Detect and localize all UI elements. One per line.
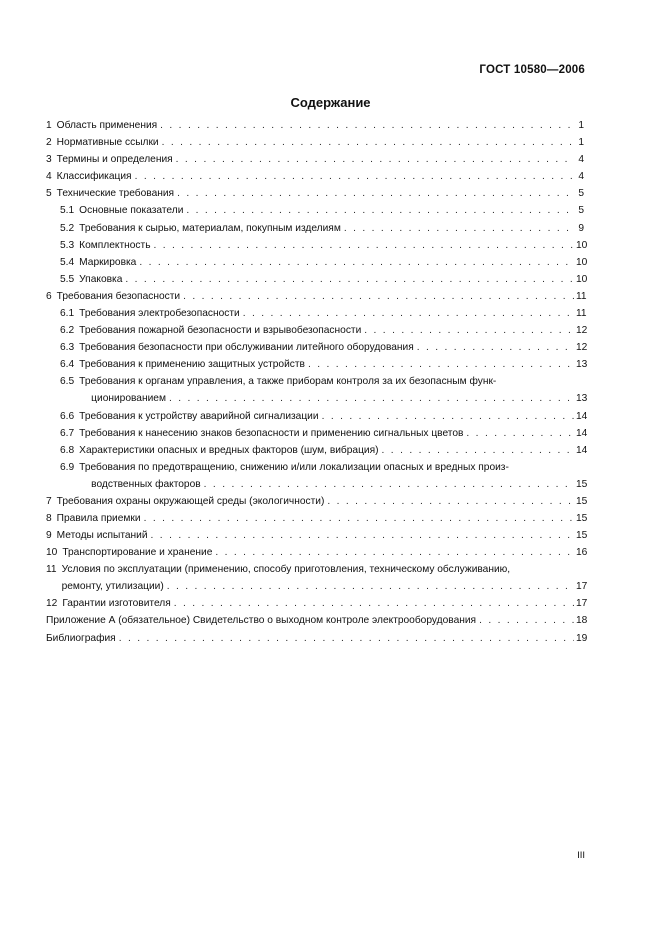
toc-entry-page: 9	[578, 222, 584, 234]
toc-entry-label: Требования безопасности	[56, 290, 181, 302]
toc-entry-number: 6.1	[60, 308, 75, 320]
dot-leader	[215, 546, 574, 559]
dot-leader	[466, 427, 574, 440]
toc-entry-page: 17	[576, 581, 588, 593]
dot-leader	[204, 478, 574, 491]
toc-entry-label: Требования по предотвращению, снижению и/или локализации опасных и вредных произ-	[79, 461, 509, 473]
toc-entry-label: Характеристики опасных и вредных факторов (шум, вибрация)	[79, 444, 379, 456]
dot-leader	[125, 273, 574, 286]
dot-leader	[308, 358, 574, 371]
toc-entry[interactable]	[60, 341, 588, 354]
table-of-contents	[46, 119, 588, 649]
dot-leader	[135, 170, 574, 183]
toc-entry[interactable]	[46, 495, 588, 508]
toc-entry-number: 6.7	[60, 427, 75, 439]
dot-leader	[417, 341, 574, 354]
dot-leader	[162, 136, 574, 149]
dot-leader	[344, 222, 574, 235]
toc-entry-label: Правила приемки	[56, 512, 141, 524]
toc-entry-label: Требования безопасности при обслуживании литейного оборудования	[79, 342, 414, 354]
dot-leader	[364, 324, 574, 337]
toc-entry-number: 6.5	[60, 376, 75, 388]
toc-entry[interactable]	[46, 170, 584, 183]
dot-leader	[174, 597, 574, 610]
toc-entry[interactable]	[60, 427, 588, 440]
document-code: ГОСТ 10580—2006	[479, 64, 585, 76]
toc-entry[interactable]	[60, 375, 588, 405]
toc-entry-label: Требования пожарной безопасности и взрывобезопасности	[79, 325, 362, 337]
toc-entry-label: Термины и определения	[56, 154, 173, 166]
toc-entry-label: Требования к органам управления, а также приборам контроля за их безопасным функ-	[79, 376, 497, 388]
toc-entry-page: 16	[576, 547, 588, 559]
toc-entry-number: 7	[46, 495, 52, 507]
toc-entry-label: Упаковка	[79, 273, 123, 285]
toc-entry-label: Нормативные ссылки	[56, 137, 159, 149]
toc-entry-label-continuation: ционированием	[91, 393, 166, 405]
toc-entry[interactable]	[46, 119, 584, 132]
toc-entry-label-continuation: ремонту, утилизации)	[61, 581, 164, 593]
toc-entry[interactable]	[60, 273, 588, 286]
toc-entry[interactable]	[46, 290, 587, 303]
toc-entry-number: 6.3	[60, 342, 75, 354]
toc-entry[interactable]	[46, 563, 588, 593]
toc-entry-label: Комплектность	[79, 239, 151, 251]
toc-entry-number: 6.6	[60, 410, 75, 422]
dot-leader	[139, 256, 574, 269]
toc-entry-page: 17	[576, 598, 588, 610]
dot-leader	[177, 187, 574, 200]
dot-leader	[151, 529, 574, 542]
toc-entry-page: 15	[576, 512, 588, 524]
toc-entry-label: Технические требования	[56, 188, 175, 200]
toc-entry-number: 5.5	[60, 273, 75, 285]
toc-entry-label: Требования к применению защитных устройств	[79, 359, 305, 371]
toc-entry-number: 5	[46, 188, 52, 200]
dot-leader	[186, 204, 574, 217]
toc-entry-page: 5	[578, 205, 584, 217]
toc-entry[interactable]	[60, 256, 588, 269]
toc-entry-number: 5.4	[60, 256, 75, 268]
toc-entry-page: 10	[576, 239, 588, 251]
toc-entry-label: Основные показатели	[79, 205, 184, 217]
toc-entry-label: Условия по эксплуатации (применению, способу приготовления, техническому обслуживанию,	[61, 564, 511, 576]
toc-entry-number: 2	[46, 137, 52, 149]
dot-leader	[243, 307, 574, 320]
dot-leader	[144, 512, 574, 525]
toc-entry-label: Методы испытаний	[56, 530, 148, 542]
toc-entry-page: 12	[576, 325, 588, 337]
toc-entry-page: 10	[576, 256, 588, 268]
toc-entry-label: Маркировка	[79, 256, 137, 268]
toc-entry-page: 4	[578, 154, 584, 166]
toc-entry[interactable]	[60, 222, 584, 235]
toc-entry-page: 5	[578, 188, 584, 200]
toc-entry-number: 9	[46, 530, 52, 542]
toc-entry-label: Классификация	[56, 171, 132, 183]
dot-leader	[479, 614, 574, 627]
toc-entry-page: 14	[576, 427, 588, 439]
toc-entry-number: 6.4	[60, 359, 75, 371]
toc-entry-page: 4	[578, 171, 584, 183]
toc-entry-number: 11	[46, 564, 57, 576]
toc-entry[interactable]	[46, 632, 588, 645]
toc-entry-page: 19	[576, 632, 588, 644]
toc-entry-label: Требования электробезопасности	[79, 308, 240, 320]
toc-entry-label: Приложение А (обязательное) Свидетельство о выходном контроле электрооборудования	[46, 615, 477, 627]
toc-entry[interactable]	[60, 358, 588, 371]
toc-entry-page: 1	[578, 137, 584, 149]
toc-entry-label: Требования охраны окружающей среды (экологичности)	[56, 495, 325, 507]
toc-entry-number: 5.3	[60, 239, 75, 251]
toc-entry-number: 4	[46, 171, 52, 183]
dot-leader	[382, 444, 574, 457]
toc-entry[interactable]	[60, 204, 584, 217]
toc-entry-page: 14	[576, 444, 588, 456]
toc-entry-number: 6	[46, 290, 52, 302]
toc-entry-page: 15	[576, 495, 588, 507]
toc-entry[interactable]	[60, 307, 587, 320]
toc-entry-label: Требования к нанесению знаков безопасности и применению сигнальных цветов	[79, 427, 464, 439]
toc-entry-page: 11	[576, 290, 587, 302]
toc-entry-label: Требования к сырью, материалам, покупным изделиям	[79, 222, 341, 234]
toc-entry[interactable]	[46, 546, 588, 559]
toc-entry-number: 6.2	[60, 325, 75, 337]
toc-entry-label-continuation: водственных факторов	[91, 478, 201, 490]
toc-entry-page: 18	[576, 615, 588, 627]
dot-leader	[169, 392, 574, 405]
dot-leader	[183, 290, 574, 303]
toc-entry[interactable]	[46, 153, 584, 166]
dot-leader	[119, 632, 574, 645]
toc-entry[interactable]	[60, 461, 588, 491]
toc-entry[interactable]	[46, 597, 588, 610]
toc-entry-number: 12	[46, 598, 58, 610]
toc-entry-page: 13	[576, 359, 588, 371]
dot-leader	[322, 410, 574, 423]
toc-entry[interactable]	[60, 324, 588, 337]
toc-entry[interactable]	[46, 512, 588, 525]
toc-entry-page: 1	[578, 120, 584, 131]
toc-entry-page: 10	[576, 273, 588, 285]
toc-entry-label: Библиография	[46, 632, 116, 644]
toc-entry-label: Требования к устройству аварийной сигнализации	[79, 410, 319, 422]
dot-leader	[160, 119, 574, 132]
toc-entry[interactable]	[46, 614, 588, 627]
toc-entry-number: 8	[46, 512, 52, 524]
toc-entry-page: 15	[576, 530, 588, 542]
toc-entry-number: 6.9	[60, 461, 75, 473]
toc-entry-page: 15	[576, 478, 588, 490]
toc-title: Содержание	[290, 95, 371, 110]
toc-entry-page: 14	[576, 410, 588, 422]
toc-entry[interactable]	[46, 136, 584, 149]
toc-entry-number: 5.2	[60, 222, 75, 234]
toc-entry-label: Гарантии изготовителя	[62, 598, 171, 610]
dot-leader	[176, 153, 574, 166]
dot-leader	[327, 495, 574, 508]
toc-entry-page: 12	[576, 342, 588, 354]
toc-entry[interactable]	[60, 239, 588, 252]
toc-entry-label: Транспортирование и хранение	[62, 547, 213, 559]
toc-entry-number: 6.8	[60, 444, 75, 456]
toc-entry-number: 5.1	[60, 205, 75, 217]
toc-entry-number: 1	[46, 120, 52, 131]
toc-entry[interactable]	[46, 187, 584, 200]
dot-leader	[167, 580, 574, 593]
toc-entry-page: 13	[576, 393, 588, 405]
toc-entry-number: 10	[46, 547, 58, 559]
toc-entry[interactable]	[60, 444, 588, 457]
toc-entry[interactable]	[60, 410, 588, 423]
dot-leader	[154, 239, 575, 252]
toc-entry[interactable]	[46, 529, 588, 542]
toc-entry-page: 11	[576, 308, 587, 320]
page-number: III	[577, 850, 585, 861]
toc-entry-number: 3	[46, 154, 52, 166]
toc-entry-label: Область применения	[56, 120, 158, 131]
